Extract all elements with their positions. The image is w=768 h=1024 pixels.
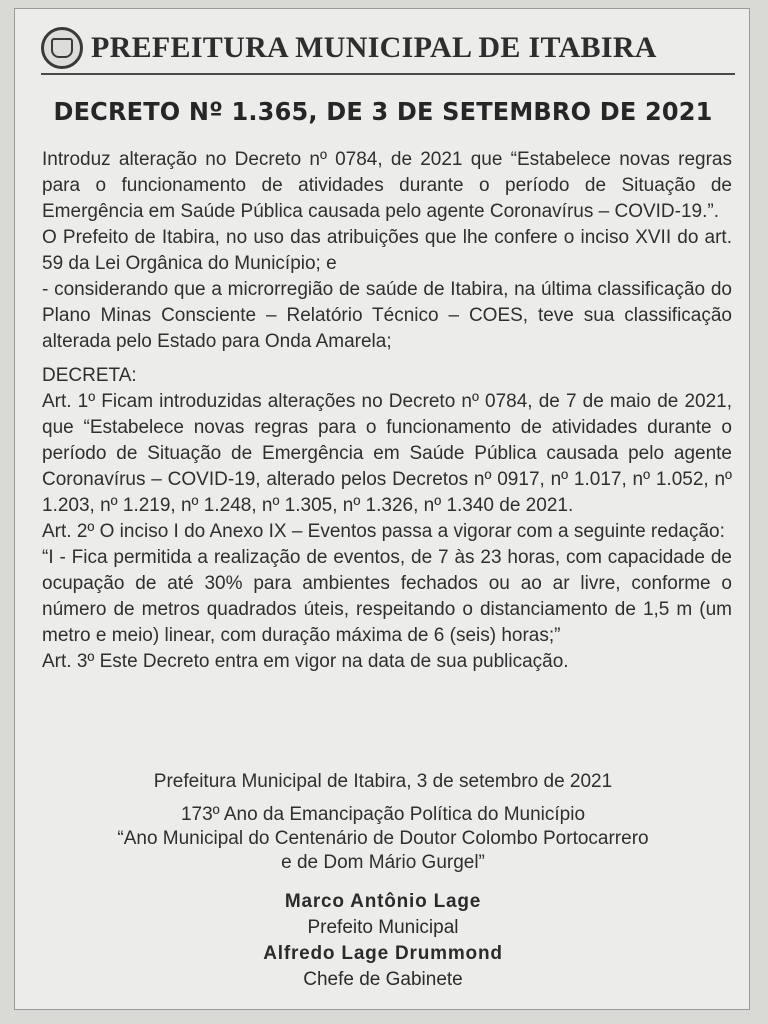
- article-2: Art. 2º O inciso I do Anexo IX – Eventos passa a vigorar com a seguinte redação:: [42, 521, 725, 542]
- header: [41, 23, 735, 75]
- place-date: Prefeitura Municipal de Itabira, 3 de setembro de 2021: [153, 771, 613, 792]
- year-name-line-1: “Ano Municipal do Centenário de Doutor Colombo Portocarrero: [117, 828, 649, 849]
- decree-title: DECRETO Nº 1.365, DE 3 DE SETEMBRO DE 2021: [53, 97, 713, 126]
- anniversary: 173º Ano da Emancipação Política do Município: [180, 804, 586, 825]
- article-2-item-i: “I - Fica permitida a realização de eventos, de 7 às 23 horas, com capacidade de ocupação de até 30% para ambientes fechados ou ao ar livre, conforme o número de metros quadrados úteis, respeitando o distanciamento de 1,5 m (um metro e meio) linear, com duração máxima de 6 (seis) horas;”: [42, 547, 732, 646]
- considering-clause: - considerando que a microrregião de saúde de Itabira, na última classificação do Plano Minas Consciente – Relatório Técnico – COES, teve sua classificação alterada pelo Estado para Onda Amarela;: [42, 279, 732, 352]
- newspaper-clipping: [14, 8, 750, 1010]
- preamble: O Prefeito de Itabira, no uso das atribuições que lhe confere o inciso XVII do art. 59 da Lei Orgânica do Município; e: [42, 227, 732, 274]
- decree-body: [42, 147, 732, 675]
- signatory-role: Prefeito Municipal: [307, 917, 459, 938]
- decreta-label: DECRETA:: [42, 365, 137, 386]
- closing-block: [15, 769, 751, 875]
- header-title: PREFEITURA MUNICIPAL DE ITABIRA: [91, 31, 657, 64]
- signatory-role: Chefe de Gabinete: [303, 969, 463, 990]
- coat-of-arms-icon: [41, 27, 83, 69]
- article-1: Art. 1º Ficam introduzidas alterações no Decreto nº 0784, de 7 de maio de 2021, que “Estabelece novas regras para o funcionamento de atividades durante o período de Situação de Emergência em Saúde Pública causada pelo agente Coronavírus – COVID-19, alterado pelos Decretos nº 0917, nº 1.017, nº 1.052, nº 1.203, nº 1.219, nº 1.248, nº 1.305, nº 1.326, nº 1.340 de 2021.: [42, 391, 732, 516]
- anniversary-lines: [15, 803, 751, 875]
- article-3: Art. 3º Este Decreto entra em vigor na data de sua publicação.: [42, 651, 569, 672]
- year-name-line-2: e de Dom Mário Gurgel”: [281, 852, 485, 873]
- signatory-name: Marco Antônio Lage: [284, 891, 482, 912]
- signatures: [15, 889, 751, 993]
- signatory-name: Alfredo Lage Drummond: [263, 943, 503, 964]
- ementa: Introduz alteração no Decreto nº 0784, de 2021 que “Estabelece novas regras para o funcionamento de atividades durante o período de Situação de Emergência em Saúde Pública causada pelo agente Coronavírus – COVID-19.”.: [42, 149, 732, 222]
